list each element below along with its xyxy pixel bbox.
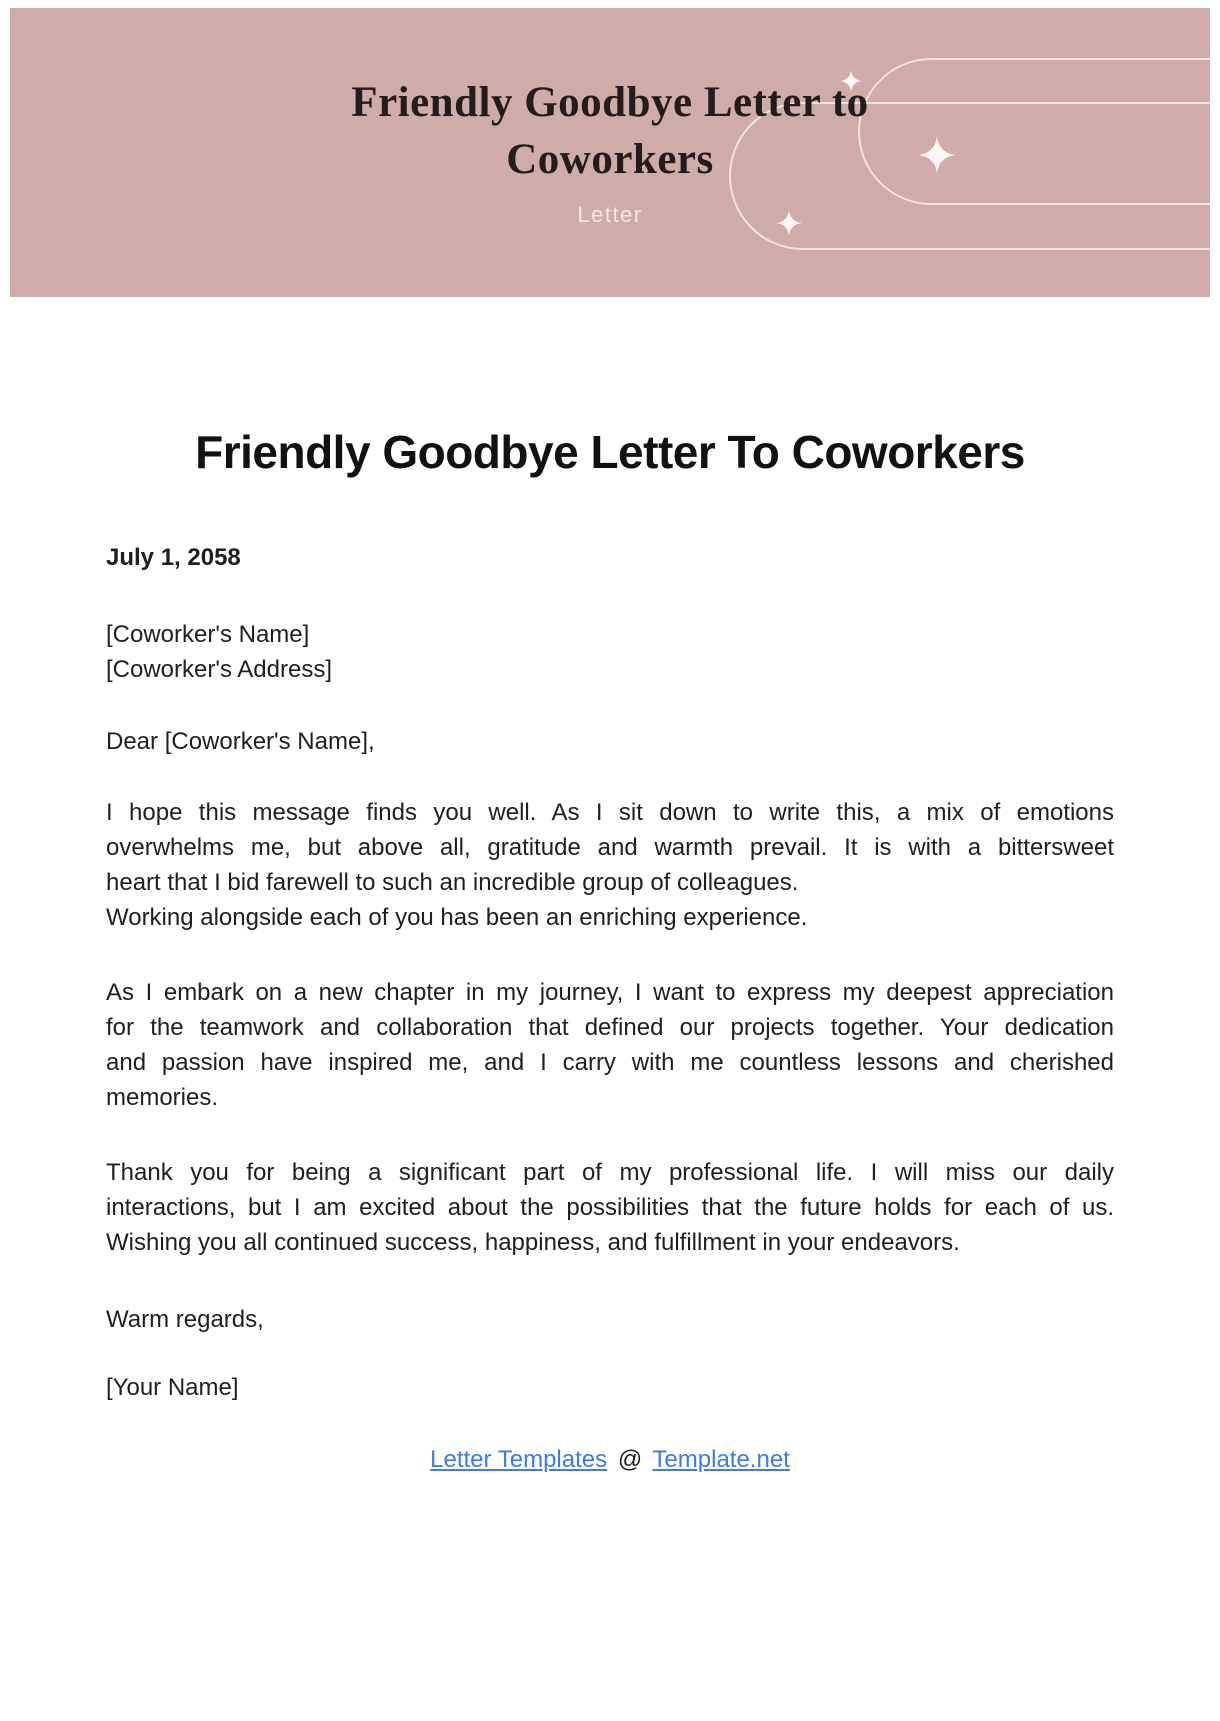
footer-separator: @	[617, 1446, 643, 1473]
letter-line: As I embark on a new chapter in my journey, I want to express my deepest appreciation	[106, 979, 1114, 1006]
letter-line: Wishing you all continued success, happiness, and fulfillment in your endeavors.	[106, 1229, 960, 1256]
date-line: July 1, 2058	[106, 544, 241, 571]
footer-credit	[106, 1442, 1114, 1477]
letter-line: and passion have inspired me, and I carry with me countless lessons and cherished	[106, 1049, 1114, 1076]
paragraph-2	[106, 975, 1114, 1115]
document-heading: Friendly Goodbye Letter To Coworkers	[195, 426, 1025, 478]
banner-subtitle: Letter	[577, 202, 643, 227]
salutation: Dear [Coworker's Name],	[106, 728, 375, 755]
recipient-address: [Coworker's Address]	[106, 656, 332, 683]
letter-line: for the teamwork and collaboration that defined our projects together. Your dedication	[106, 1014, 1114, 1041]
recipient-block	[106, 617, 1114, 687]
paragraph-1	[106, 795, 1114, 935]
letter-line: I hope this message finds you well. As I sit down to write this, a mix of emotions	[106, 799, 1114, 826]
letter-line: memories.	[106, 1084, 219, 1111]
letter-line: Working alongside each of you has been an enriching experience.	[106, 904, 808, 931]
letter-line: overwhelms me, but above all, gratitude and warmth prevail. It is with a bittersweet	[106, 834, 1114, 861]
letter-line: heart that I bid farewell to such an incredible group of colleagues.	[106, 869, 799, 896]
banner	[10, 8, 1210, 297]
paragraph-3	[106, 1155, 1114, 1260]
recipient-name: [Coworker's Name]	[106, 621, 310, 648]
letter-line: interactions, but I am excited about the possibilities that the future holds for each of us.	[106, 1194, 1114, 1221]
closing: Warm regards,	[106, 1306, 264, 1333]
footer-link-letter-templates[interactable]: Letter Templates	[430, 1446, 608, 1473]
letter-line: Thank you for being a significant part of my professional life. I will miss our daily	[106, 1159, 1114, 1186]
banner-title-text: Friendly Goodbye Letter to Coworkers	[351, 79, 869, 183]
banner-title	[10, 74, 1210, 188]
footer-link-template-net[interactable]: Template.net	[652, 1446, 790, 1473]
signature: [Your Name]	[106, 1374, 239, 1401]
